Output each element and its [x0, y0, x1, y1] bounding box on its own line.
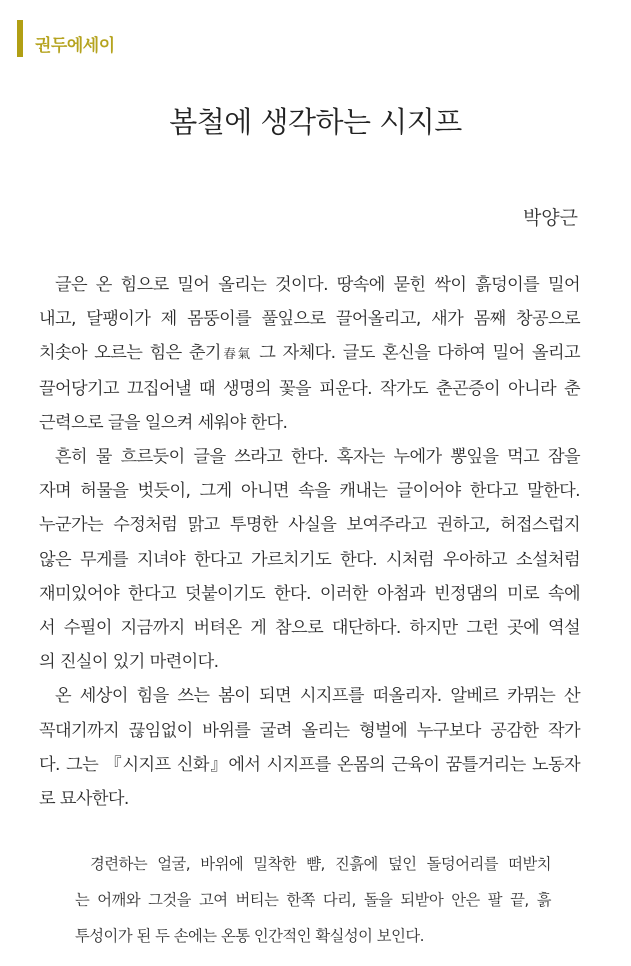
text-line: 재미있어야 한다고 덧붙이기도 한다. 이러한 아첨과 빈정댐의 미로 속에	[39, 583, 580, 604]
text-line: 내고, 달팽이가 제 몸뚱이를 풀잎으로 끌어올리고, 새가 몸째 창공으로	[39, 309, 580, 330]
text-segment: 그 자체다. 글도 혼신을 다하여 밀어 올리고	[252, 343, 580, 364]
text-line: 자며 허물을 벗듯이, 그게 아니면 속을 캐내는 글이어야 한다고 말한다.	[39, 481, 580, 502]
paragraph-3	[39, 679, 580, 816]
text-line: 로 묘사한다.	[39, 789, 129, 810]
paragraph-2	[39, 440, 580, 679]
hanja-annotation: 春氣	[220, 346, 253, 362]
text-line: 글은 온 힘으로 밀어 올리는 것이다. 땅속에 묻힌 싹이 흙덩이를 밀어	[55, 275, 580, 295]
section-tag	[17, 20, 115, 57]
section-label: 권두에세이	[35, 36, 115, 56]
accent-bar	[17, 20, 23, 57]
block-quote	[75, 846, 551, 954]
text-line: 흔히 물 흐르듯이 글을 쓰라고 한다. 혹자는 누에가 뽕잎을 먹고 잠을	[55, 447, 580, 468]
text-line: 온 세상이 힘을 쓰는 봄이 되면 시지프를 떠올리자. 알베르 카뮈는 산	[55, 686, 580, 707]
text-line: 다. 그는 『시지프 신화』에서 시지프를 온몸의 근육이 꿈틀거리는 노동자	[39, 754, 580, 775]
text-line: 끌어당기고 끄집어낼 때 생명의 꽃을 피운다. 작가도 춘곤증이 아니라 춘	[39, 378, 580, 399]
quote-line: 는 어깨와 그것을 고여 버티는 한쪽 다리, 돌을 되받아 안은 팔 끝, 흙	[75, 891, 551, 909]
text-line: 의 진실이 있기 마련이다.	[39, 652, 219, 673]
text-line: 서 수필이 지금까지 버텨온 게 참으로 대단하다. 하지만 그런 곳에 역설	[39, 618, 580, 639]
text-line: 근력으로 글을 일으켜 세워야 한다.	[39, 412, 288, 433]
paragraph-1	[39, 268, 580, 440]
text-line: 누군가는 수정처럼 맑고 투명한 사실을 보여주라고 권하고, 허접스럽지	[39, 515, 580, 536]
text-line: 꼭대기까지 끊임없이 바위를 굴려 올리는 형벌에 누구보다 공감한 작가	[39, 720, 580, 741]
text-segment: 치솟아 오르는 힘은 춘기	[39, 343, 221, 364]
article-body	[39, 268, 580, 816]
article-title: 봄철에 생각하는 시지프	[169, 105, 462, 139]
quote-line: 투성이가 된 두 손에는 온통 인간적인 확실성이 보인다.	[75, 927, 424, 945]
quote-line: 경련하는 얼굴, 바위에 밀착한 뺨, 진흙에 덮인 돌덩어리를 떠받치	[90, 855, 551, 873]
text-line: 않은 무게를 지녀야 한다고 가르치기도 한다. 시처럼 우아하고 소설처럼	[39, 549, 580, 570]
author-name: 박양근	[522, 207, 578, 229]
text-line	[39, 336, 580, 371]
